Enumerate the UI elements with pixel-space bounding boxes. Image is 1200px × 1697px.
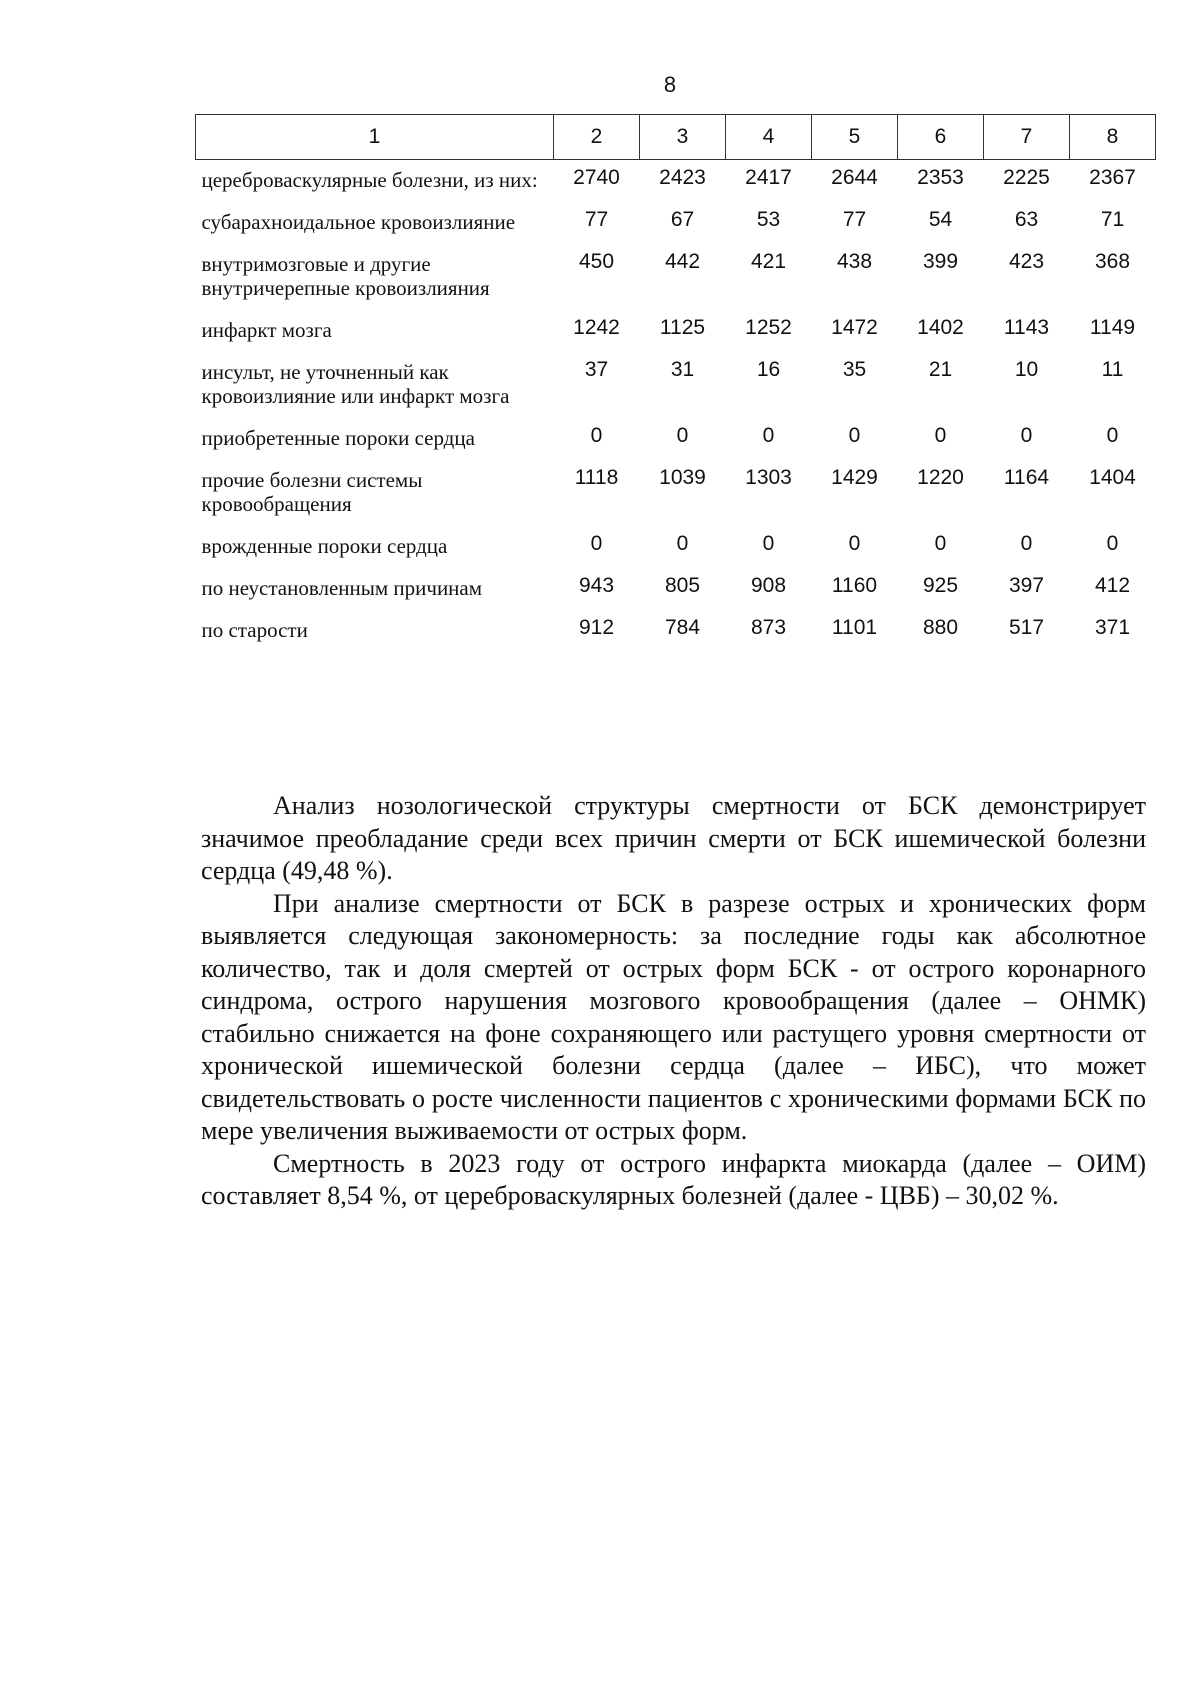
table-cell: 2644	[831, 166, 878, 189]
table-cell: 1164	[1003, 466, 1050, 489]
table-cell: 37	[584, 358, 609, 381]
table-cell: 1125	[659, 316, 706, 339]
table-cell: 16	[756, 358, 781, 381]
table-header-row	[196, 115, 1156, 160]
table-cell: 423	[1008, 250, 1045, 273]
table-cell: 517	[1008, 616, 1045, 639]
table-cell: 1160	[831, 574, 878, 597]
row-label: врожденные пороки сердца	[201, 534, 448, 558]
row-label: приобретенные пороки сердца	[201, 426, 475, 450]
table-cell: 0	[1020, 532, 1033, 555]
table-cell: 0	[762, 532, 775, 555]
table-cell: 2353	[917, 166, 964, 189]
row-label: по старости	[201, 618, 308, 642]
column-header: 4	[726, 115, 812, 160]
table-row	[196, 310, 1156, 352]
table-row	[196, 418, 1156, 460]
table-cell: 0	[762, 424, 775, 447]
table-cell: 873	[750, 616, 787, 639]
table-cell: 10	[1014, 358, 1039, 381]
table-cell: 1220	[917, 466, 964, 489]
table-cell: 2423	[659, 166, 706, 189]
table-cell: 880	[922, 616, 959, 639]
table-row	[196, 526, 1156, 568]
column-header: 7	[984, 115, 1070, 160]
table-cell: 1402	[917, 316, 964, 339]
table-cell: 0	[590, 424, 603, 447]
table-cell: 0	[848, 532, 861, 555]
paragraph: Анализ нозологической структуры смертности от БСК демонстрирует значимое преобладание среди всех причин смерти от БСК ишемической болезни сердца (49,48 %).	[201, 791, 1146, 885]
body-text	[201, 790, 1146, 1213]
column-header: 6	[898, 115, 984, 160]
table-cell: 784	[664, 616, 701, 639]
page-number: 8	[663, 72, 677, 97]
row-label: инсульт, не уточненный как кровоизлияние или инфаркт мозга	[201, 360, 510, 408]
table-row	[196, 568, 1156, 610]
table-cell: 412	[1094, 574, 1131, 597]
row-label: цереброваскулярные болезни, из них:	[201, 168, 538, 192]
table-cell: 0	[590, 532, 603, 555]
table-row	[196, 610, 1156, 652]
table-cell: 2367	[1089, 166, 1136, 189]
table-cell: 21	[928, 358, 953, 381]
table-cell: 1101	[831, 616, 878, 639]
table-cell: 1252	[745, 316, 792, 339]
row-label: прочие болезни системы кровообращения	[201, 468, 423, 516]
table-cell: 2740	[573, 166, 620, 189]
table-cell: 1039	[659, 466, 706, 489]
table-cell: 1429	[831, 466, 878, 489]
column-header: 1	[196, 115, 554, 160]
table-cell: 53	[756, 208, 781, 231]
table-cell: 397	[1008, 574, 1045, 597]
table-cell: 368	[1094, 250, 1131, 273]
paragraph: Смертность в 2023 году от острого инфаркта миокарда (далее – ОИМ) составляет 8,54 %, от цереброваскулярных болезней (далее - ЦВБ) – 30,02 %.	[201, 1148, 1146, 1210]
table-cell: 0	[934, 424, 947, 447]
table-row	[196, 352, 1156, 418]
table-cell: 1303	[745, 466, 792, 489]
table-cell: 35	[842, 358, 867, 381]
table-cell: 371	[1094, 616, 1131, 639]
column-header: 3	[640, 115, 726, 160]
table-cell: 2417	[745, 166, 792, 189]
table-cell: 450	[578, 250, 615, 273]
table-cell: 912	[578, 616, 615, 639]
table-row	[196, 160, 1156, 203]
table-cell: 0	[934, 532, 947, 555]
table-cell: 0	[1020, 424, 1033, 447]
table-cell: 31	[670, 358, 695, 381]
table-cell: 1242	[573, 316, 620, 339]
table-row	[196, 244, 1156, 310]
row-label: субарахноидальное кровоизлияние	[201, 210, 516, 234]
table-cell: 1143	[1003, 316, 1050, 339]
table-cell: 0	[676, 532, 689, 555]
row-label: по неустановленным причинам	[201, 576, 483, 600]
table-cell: 0	[1106, 424, 1119, 447]
table-cell: 0	[1106, 532, 1119, 555]
paragraph: При анализе смертности от БСК в разрезе острых и хронических форм выявляется следующая закономерность: за последние годы как абсолютное количество, так и доля смертей от острых форм БСК - от острого коронарного синдрома, острого нарушения мозгового кровообращения (далее – ОНМК) стабильно снижается на фоне сохраняющего или растущего уровня смертности от хронической ишемической болезни сердца (далее – ИБС), что может свидетельствовать о росте численности пациентов с хроническими формами БСК по мере увеличения выживаемости от острых форм.	[201, 888, 1146, 1145]
table-cell: 54	[928, 208, 953, 231]
table-row	[196, 202, 1156, 244]
table-cell: 77	[842, 208, 867, 231]
table-row	[196, 460, 1156, 526]
table-cell: 943	[578, 574, 615, 597]
table-cell: 2225	[1003, 166, 1050, 189]
column-header: 2	[554, 115, 640, 160]
table-cell: 77	[584, 208, 609, 231]
row-label: инфаркт мозга	[201, 318, 332, 342]
column-header: 8	[1070, 115, 1156, 160]
table-cell: 63	[1014, 208, 1039, 231]
table-cell: 11	[1101, 358, 1124, 381]
table-cell: 1404	[1089, 466, 1136, 489]
table-cell: 1118	[574, 466, 619, 489]
mortality-table	[195, 114, 1156, 652]
table-cell: 1472	[831, 316, 878, 339]
column-header: 5	[812, 115, 898, 160]
table-cell: 438	[836, 250, 873, 273]
row-label: внутримозговые и другие внутричерепные кровоизлияния	[201, 252, 490, 300]
table-cell: 1149	[1089, 316, 1136, 339]
table-cell: 67	[670, 208, 695, 231]
table-cell: 0	[676, 424, 689, 447]
table-cell: 421	[750, 250, 787, 273]
table-cell: 908	[750, 574, 787, 597]
table-cell: 442	[664, 250, 701, 273]
table-cell: 399	[922, 250, 959, 273]
table-cell: 0	[848, 424, 861, 447]
table-cell: 925	[922, 574, 959, 597]
table-cell: 71	[1100, 208, 1125, 231]
table-cell: 805	[664, 574, 701, 597]
